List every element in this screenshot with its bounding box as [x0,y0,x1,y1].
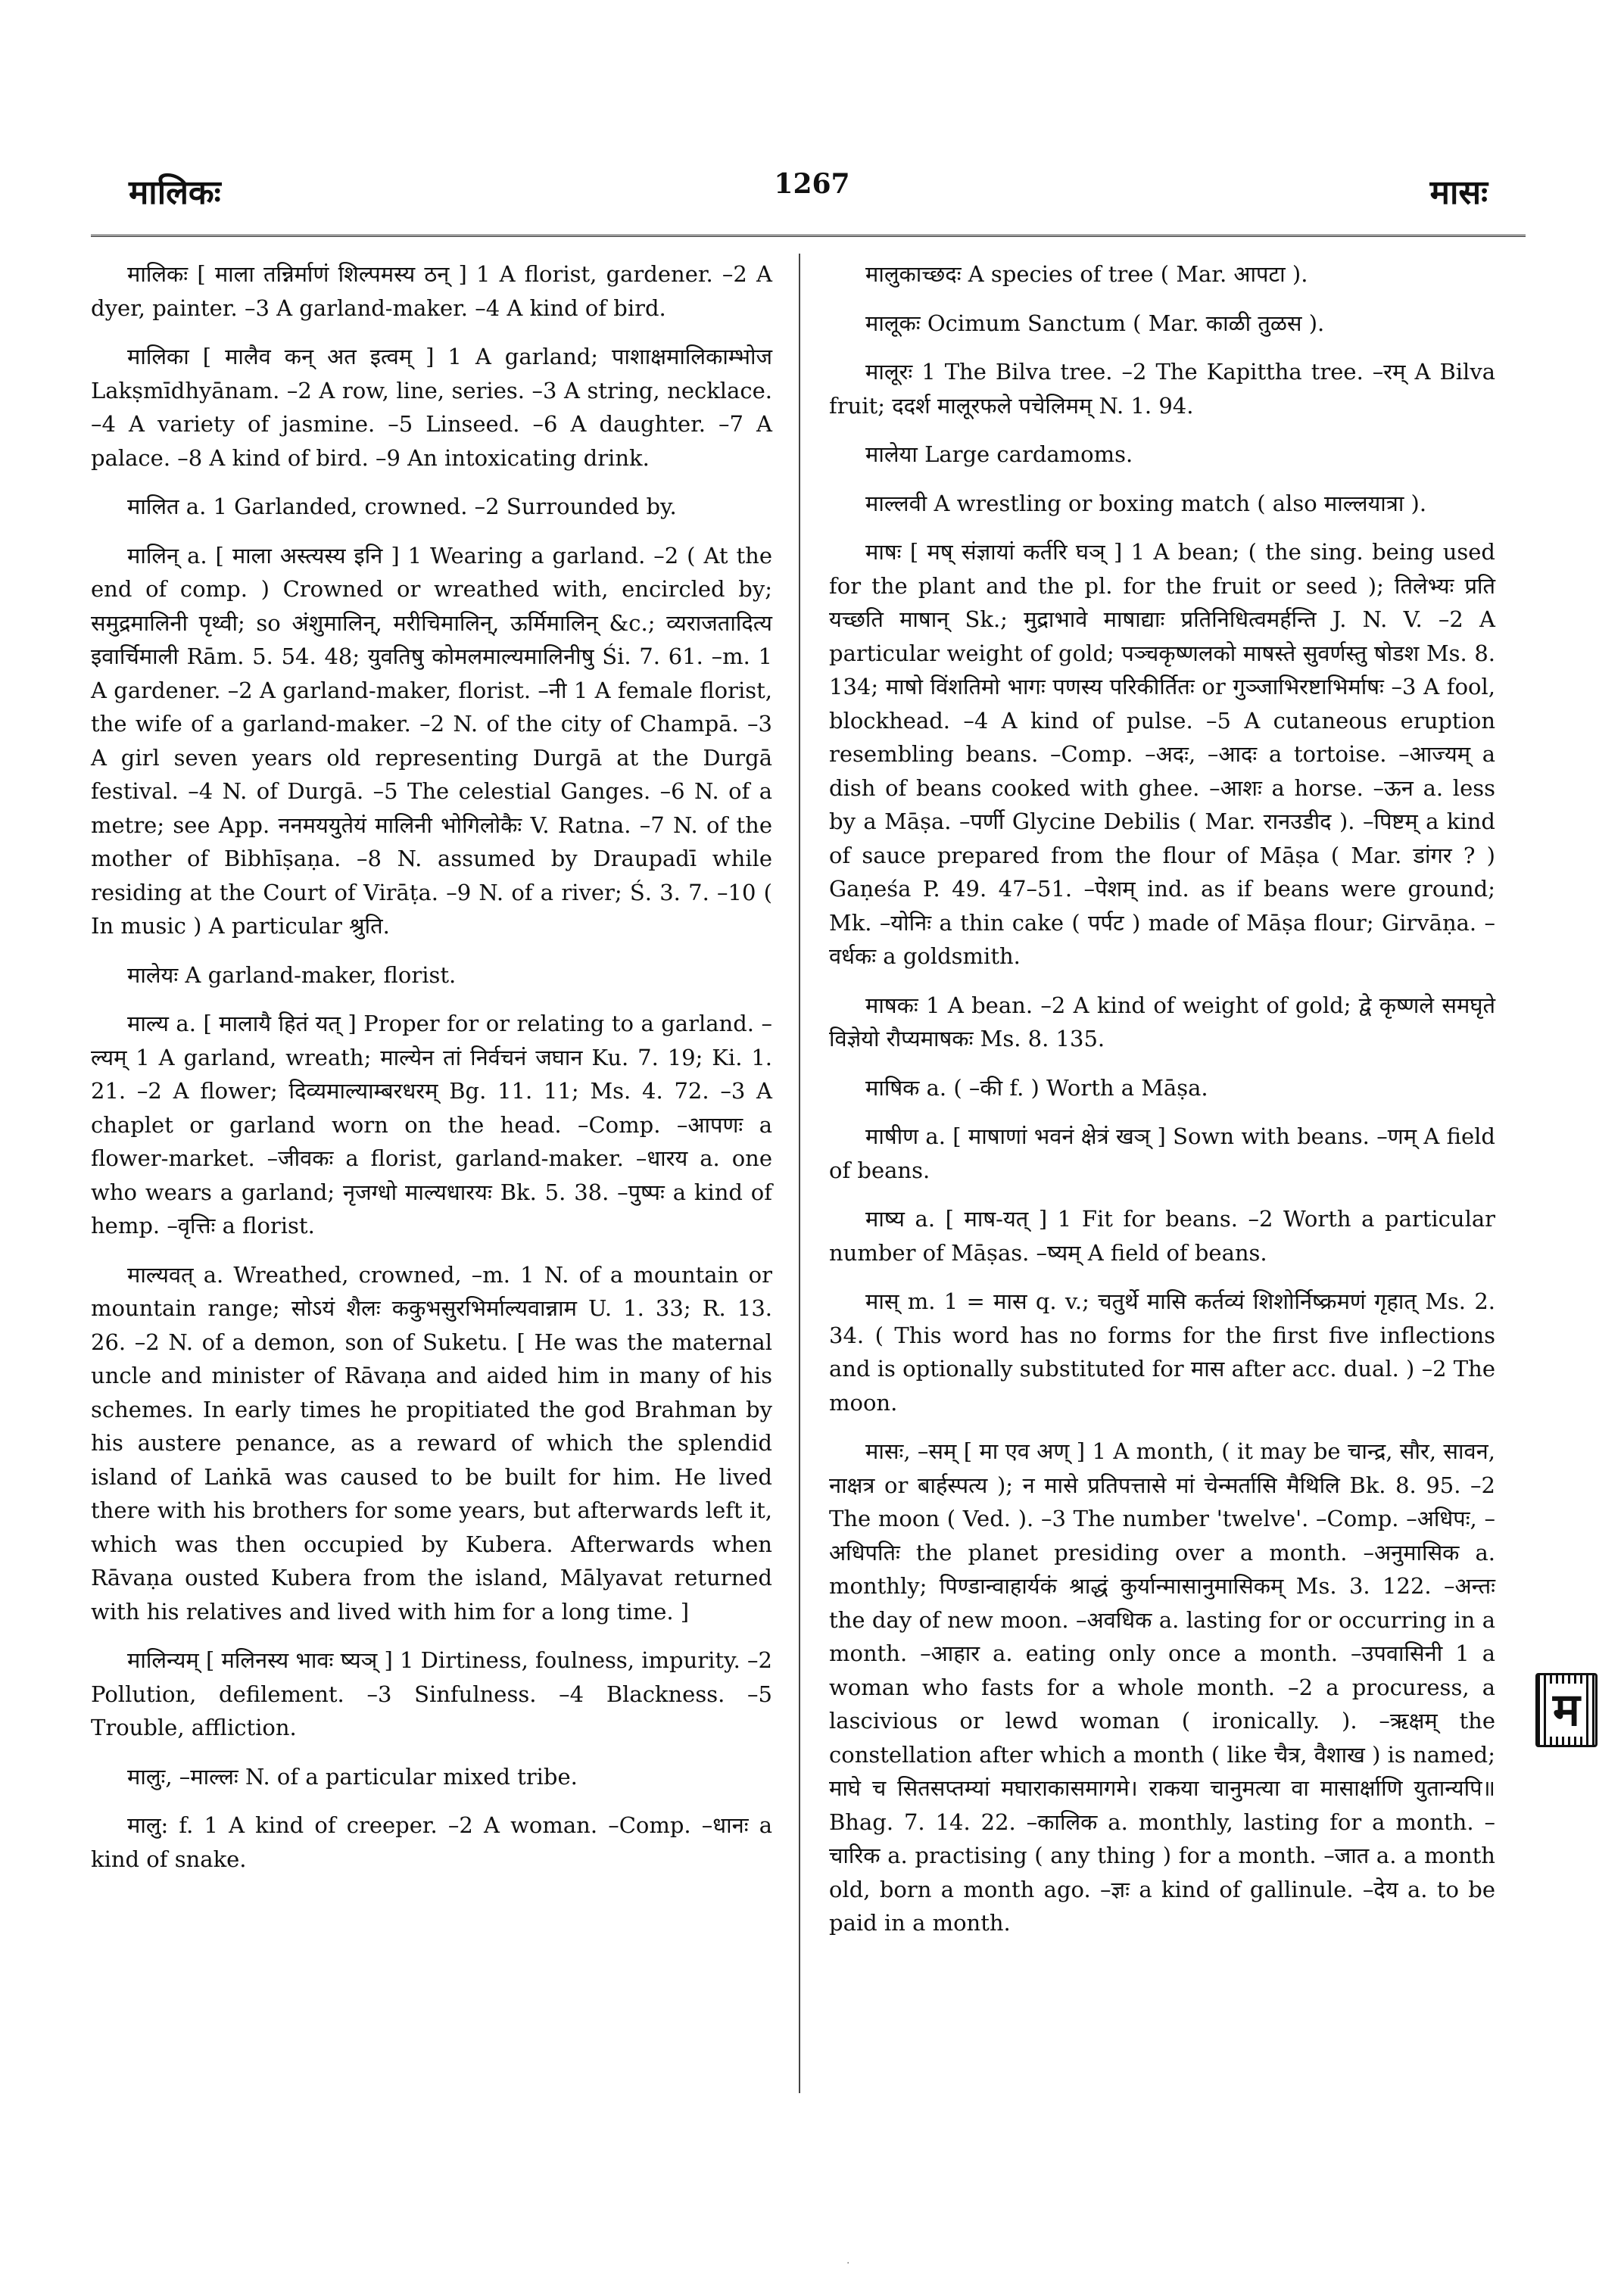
left-column [91,257,772,1891]
dictionary-entry: मालिन् a. [ माला अस्त्यस्य इनि ] 1 Wearing a garland. –2 ( At the end of comp. ) Crowned or wreathed with, encircled by; समुद्रमालिनी पृथ्वी; so अंशुमालिन्, मरीचिमालिन्, ऊर्मिमालिन् &c.; व्यराजतादित्य इवार्चिमाली Rām. 5. 54. 48; युवतिषु कोमलमाल्यमालिनीषु Śi. 7. 61. –m. 1 A gardener. –2 A garland-maker, florist. –नी 1 A female florist, the wife of a garland-maker. –2 N. of the city of Champā. –3 A girl seven years old representing Durgā at the Durgā festival. –4 N. of Durgā. –5 The celestial Ganges. –6 N. of a metre; see App. ननमययुतेयं मालिनी भोगिलोकैः V. Ratna. –7 N. of the mother of Bibhīṣaṇa. –8 N. assumed by Draupadī while residing at the Court of Virāṭa. –9 N. of a river; Ś. 3. 7. –10 ( In music ) A particular श्रुति. [91,542,772,939]
dictionary-entry: माषीण a. [ माषाणां भवनं क्षेत्रं खञ् ] Sown with beans. –णम् A field of beans. [829,1123,1495,1183]
page-number: 1267 [774,168,850,200]
dictionary-entry: माष्य a. [ माष-यत् ] 1 Fit for beans. –2 Worth a particular number of Māṣas. –ष्यम् A field of beans. [829,1206,1495,1266]
dictionary-entry: मालूकः Ocimum Sanctum ( Mar. काळी तुळस ). [865,310,1325,336]
left-running-headword: मालिकः [129,173,221,212]
dictionary-entry: मालूरः 1 The Bilva tree. –2 The Kapittha tree. –रम् A Bilva fruit; ददर्श मालूरफले पचेलिमम् N. 1. 94. [829,359,1495,419]
dictionary-entry: मासः, –सम् [ मा एव अण् ] 1 A month, ( it may be चान्द्र, सौर, सावन, नाक्षत्र or बार्हस्पत्य ); न मासे प्रतिपत्तासे मां चेन्मर्तासि मैथिलि Bk. 8. 95. –2 The moon ( Ved. ). –3 The number 'twelve'. –Comp. –अधिपः, –अधिपतिः the planet presiding over a month. –अनुमासिक a. monthly; पिण्डान्वाहार्यकं श्राद्धं कुर्यान्मासानुमासिकम् Ms. 3. 122. –अन्तः the day of new moon. –अवधिक a. lasting for or occurring in a month. –आहार a. eating only once a month. –उपवासिनी 1 a woman who fasts for a whole month. –2 a procuress, a lascivious or lewd woman ( ironically. ). –ऋक्षम् the constellation after which a month ( like चैत्र, वैशाख ) is named; माघे च सितसप्तम्यां मघाराकासमागमे। राकया चानुमत्या वा मासार्क्षाणि युतान्यपि॥ Bhag. 7. 14. 22. –कालिक a. monthly, lasting for a month. –चारिक a. practising ( any thing ) for a month. –जात a. a month old, born a month ago. –ज्ञः a kind of gallinule. –देय a. to be paid in a month. [829,1438,1495,1936]
print-speck: · [846,2257,850,2270]
page-header [91,168,1533,229]
dictionary-entry: मालिकः [ माला तन्निर्माणं शिल्पमस्य ठन् ] 1 A florist, gardener. –2 A dyer, painter. –3 A garland-maker. –4 A kind of bird. [91,261,772,321]
dictionary-entry: मालेया Large cardamoms. [865,441,1133,467]
dictionary-entry: मालेयः A garland-maker, florist. [127,961,457,988]
dictionary-entry: माल्लवी A wrestling or boxing match ( also माल्लयात्रा ). [865,490,1427,516]
dictionary-entry: माल्यवत् a. Wreathed, crowned, –m. 1 N. of a mountain or mountain range; सोऽयं शैलः ककुभसुरभिर्माल्यवान्नाम U. 1. 33; R. 13. 26. –2 N. of a demon, son of Suketu. [ He was the maternal uncle and minister of Rāvaṇa and aided him in many of his schemes. In early times he propitiated the god Brahman by his austere penance, as a reward of which the splendid island of Laṅkā was caused to be built for him. He lived there with his brothers for some years, but afterwards left it, which was then occupied by Kubera. Afterwards when Rāvaṇa ousted Kubera from the island, Mālyavat returned with his relatives and lived with him for a long time. ] [91,1261,772,1625]
dictionary-entry: मालिका [ मालैव कन् अत इत्वम् ] 1 A garland; पाशाक्षमालिकाम्भोज Lakṣmīdhyānam. –2 A row, line, series. –3 A string, necklace. –4 A variety of jasmine. –5 Linseed. –6 A daughter. –7 A palace. –8 A kind of bird. –9 An intoxicating drink. [91,344,772,471]
dictionary-entry: माषः [ मष् संज्ञायां कर्तरि घञ् ] 1 A bean; ( the sing. being used for the plant and the pl. for the fruit or seed ); तिलेभ्यः प्रति यच्छति माषान् Sk.; मुद्राभावे माषाद्याः प्रतिनिधित्वमर्हन्ति J. N. V. –2 A particular weight of gold; पञ्चकृष्णलको माषस्ते सुवर्णस्तु षोडश Ms. 8. 134; माषो विंशतिमो भागः पणस्य परिकीर्तितः or गुञ्जाभिरष्टाभिर्माषः –3 A fool, blockhead. –4 A kind of pulse. –5 A cutaneous eruption resembling beans. –Comp. –अदः, –आदः a tortoise. –आज्यम् a dish of beans cooked with ghee. –आशः a horse. –ऊन a. less by a Māṣa. –पर्णी Glycine Debilis ( Mar. रानउडीद ). –पिष्टम् a kind of sauce prepared from the flour of Māṣa ( Mar. डांगर ? ) Gaṇeśa P. 49. 47–51. –पेशम् ind. as if beans were ground; Mk. –योनिः a thin cake ( पर्पट ) made of Māṣa flour; Girvāṇa. –वर्धकः a goldsmith. [829,539,1495,969]
dictionary-entry: माषिक a. ( –की f. ) Worth a Māṣa. [865,1074,1208,1101]
thumb-index-letter: म [1550,1684,1583,1737]
dictionary-entry: माषकः 1 A bean. –2 A kind of weight of gold; द्वे कृष्णले समघृते विज्ञेयो रौप्यमाषकः Ms. 8. 135. [829,992,1495,1051]
dictionary-entry: मालुः, –माल्लः N. of a particular mixed tribe. [127,1763,578,1790]
dictionary-entry: मालिन्यम् [ मलिनस्य भावः ष्यञ् ] 1 Dirtiness, foulness, impurity. –2 Pollution, defilement. –3 Sinfulness. –4 Blackness. –5 Trouble, affliction. [91,1647,772,1740]
right-running-headword: मासः [1429,173,1488,212]
dictionary-entry: मालित a. 1 Garlanded, crowned. –2 Surrounded by. [127,494,677,519]
column-divider [799,254,800,2093]
dictionary-entry: मास् m. 1 = मास q. v.; चतुर्थे मासि कर्तव्यं शिशोर्निष्क्रमणं गृहात् Ms. 2. 34. ( This word has no forms for the first five inflections and is optionally substituted for मास after acc. dual. ) –2 The moon. [829,1288,1495,1416]
right-column [829,257,1495,1955]
thumb-index-tab [1535,1673,1598,1747]
header-rule [91,235,1526,240]
dictionary-entry: माल्य a. [ मालायै हितं यत् ] Proper for or relating to a garland. –ल्यम् 1 A garland, wreath; माल्येन तां निर्वचनं जघान Ku. 7. 19; Ki. 1. 21. –2 A flower; दिव्यमाल्याम्बरधरम् Bg. 11. 11; Ms. 4. 72. –3 A chaplet or garland worn on the head. –Comp. –आपणः a flower-market. –जीवकः a florist, garland-maker. –धारय a. one who wears a garland; नृजग्धो माल्यधारयः Bk. 5. 38. –पुष्पः a kind of hemp. –वृत्तिः a florist. [91,1011,772,1238]
dictionary-entry: मालु: f. 1 A kind of creeper. –2 A woman. –Comp. –धानः a kind of snake. [91,1812,772,1872]
dictionary-entry: मालुकाच्छदः A species of tree ( Mar. आपटा ). [865,261,1308,287]
